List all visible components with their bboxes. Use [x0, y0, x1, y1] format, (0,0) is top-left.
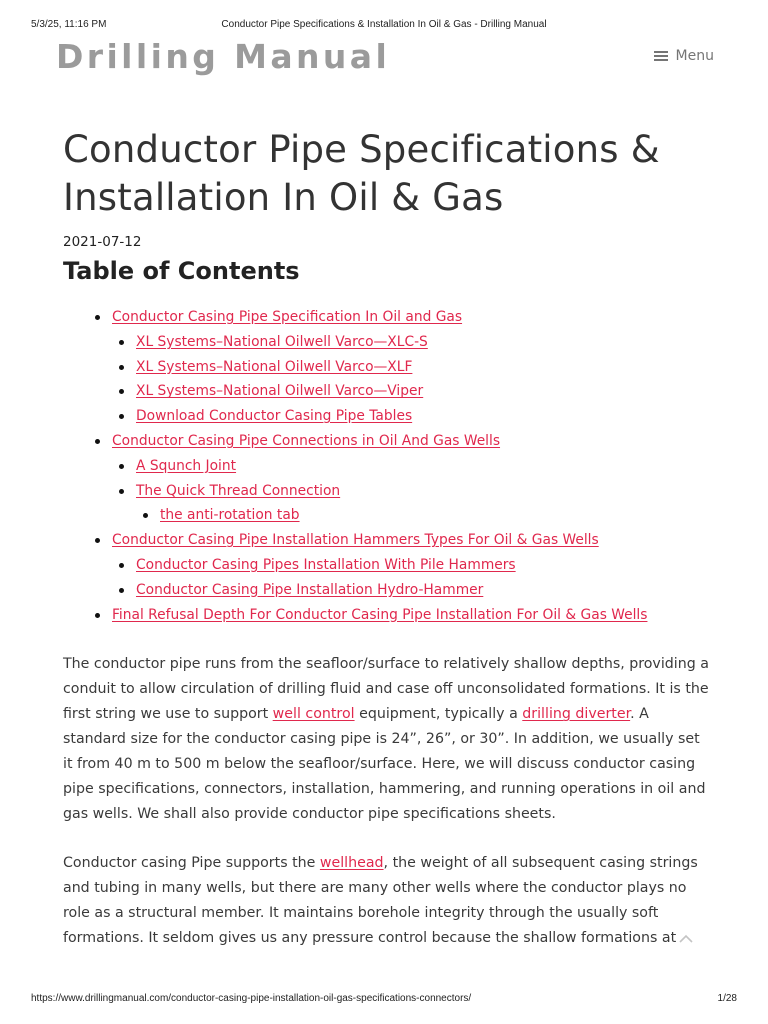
toc-list	[63, 305, 713, 627]
toc-item	[136, 553, 713, 578]
table-of-contents	[63, 254, 713, 627]
toc-item	[112, 528, 713, 602]
print-page-title: Conductor Pipe Specifications & Installation In Oil & Gas - Drilling Manual	[221, 19, 547, 30]
paragraph-text: The conductor pipe runs from the seafloor/surface to relatively shallow depths, providing a conduit to allow circulation of drilling fluid and case off unconsolidated formations. It is the first string we use to support	[63, 656, 709, 723]
paragraph-text: equipment, typically a	[354, 706, 523, 723]
paragraph-text: , the weight of all subsequent casing strings and tubing in many wells, but there are many other wells where the conductor plays no role as a structural member. It maintains borehole integrity through the usually soft formations. It seldom gives us any pressure control because the shallow formations at	[63, 855, 698, 947]
toc-item	[136, 578, 713, 603]
toc-item	[112, 603, 713, 628]
toc-link[interactable]: XL Systems–National Oilwell Varco—Viper	[136, 383, 424, 400]
toc-link[interactable]: Conductor Casing Pipe Installation Hammers Types For Oil & Gas Wells	[112, 532, 599, 549]
toc-link[interactable]: The Quick Thread Connection	[136, 482, 341, 499]
print-url: https://www.drillingmanual.com/conductor-casing-pipe-installation-oil-gas-specifications-connectors/	[31, 993, 472, 1004]
toc-link[interactable]: XL Systems–National Oilwell Varco—XLC-S	[136, 333, 428, 350]
toc-link[interactable]: Final Refusal Depth For Conductor Casing Pipe Installation For Oil & Gas Wells	[112, 606, 648, 623]
toc-sublist	[112, 454, 713, 528]
toc-item	[160, 503, 713, 528]
paragraph-text: . A standard size for the conductor casing pipe is 24”, 26”, or 30”. In addition, we usually set it from 40 m to 500 m below the seafloor/surface. Here, we will discuss conductor casing pipe specifications, connectors, installation, hammering, and running operations in oil and gas wells. We shall also provide conductor pipe specifications sheets.	[63, 706, 706, 823]
well-control-link[interactable]: well control	[272, 706, 355, 723]
article-content	[63, 126, 713, 951]
page-title-line-1: Conductor Pipe Specifications &	[63, 128, 660, 171]
wellhead-link[interactable]: wellhead	[319, 855, 384, 872]
menu-label: Menu	[675, 48, 714, 64]
menu-button[interactable]	[654, 46, 714, 66]
toc-item	[136, 479, 713, 529]
toc-item	[112, 429, 713, 528]
print-header	[31, 19, 737, 33]
hamburger-icon	[654, 51, 668, 61]
toc-item	[136, 404, 713, 429]
toc-item	[136, 355, 713, 380]
paragraph-text: Conductor casing Pipe supports the	[63, 855, 320, 872]
toc-link[interactable]: the anti-rotation tab	[160, 507, 300, 524]
post-date: 2021-07-12	[63, 234, 142, 250]
intro-paragraph	[63, 652, 713, 827]
toc-heading: Table of Contents	[63, 257, 300, 285]
page-title	[63, 126, 713, 222]
toc-sublist	[112, 553, 713, 603]
print-page-number: 1/28	[717, 993, 737, 1004]
toc-link[interactable]: XL Systems–National Oilwell Varco—XLF	[136, 358, 413, 375]
toc-item	[136, 454, 713, 479]
toc-sublist	[136, 503, 713, 528]
toc-item	[112, 305, 713, 429]
site-logo[interactable]: Drilling Manual	[56, 37, 391, 76]
toc-link[interactable]: Conductor Casing Pipe Installation Hydro-Hammer	[136, 581, 484, 598]
chevron-up-icon	[679, 934, 693, 943]
toc-link[interactable]: A Squnch Joint	[136, 457, 237, 474]
wellhead-paragraph	[63, 851, 713, 951]
toc-item	[136, 379, 713, 404]
print-datetime: 5/3/25, 11:16 PM	[31, 19, 107, 30]
toc-link[interactable]: Conductor Casing Pipe Connections in Oil And Gas Wells	[112, 432, 501, 449]
site-header	[56, 36, 714, 80]
toc-sublist	[112, 330, 713, 429]
toc-item	[136, 330, 713, 355]
toc-link[interactable]: Download Conductor Casing Pipe Tables	[136, 408, 413, 425]
toc-link[interactable]: Conductor Casing Pipe Specification In Oil and Gas	[112, 309, 463, 325]
scroll-to-top-button[interactable]	[676, 928, 696, 948]
page-title-line-2: Installation In Oil & Gas	[63, 176, 504, 219]
drilling-diverter-link[interactable]: drilling diverter	[522, 706, 631, 723]
print-footer	[31, 993, 737, 1007]
toc-link[interactable]: Conductor Casing Pipes Installation With Pile Hammers	[136, 556, 516, 573]
